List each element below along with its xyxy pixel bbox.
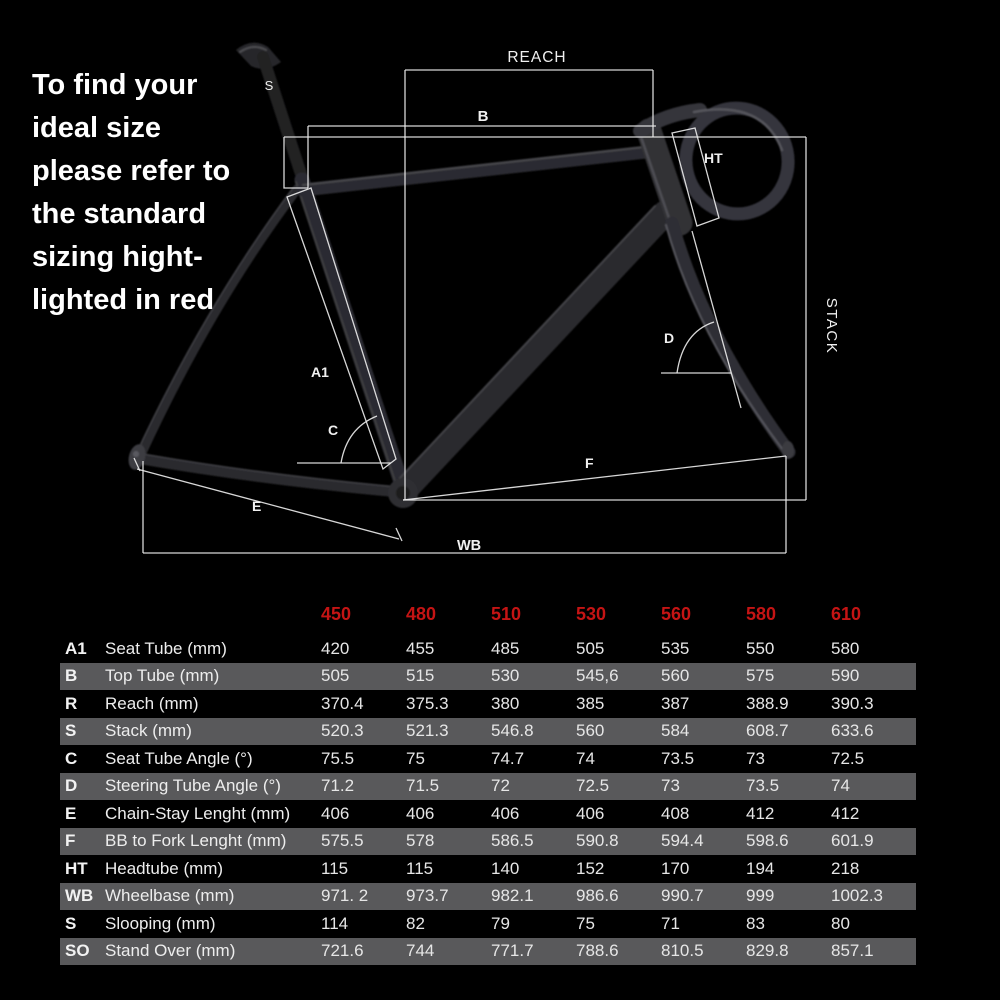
row-code: E: [65, 803, 77, 823]
intro-line: To find your: [32, 69, 198, 101]
size-column-header: 480: [406, 604, 437, 624]
row-code: A1: [65, 638, 87, 658]
row-label: Stack (mm): [105, 721, 192, 741]
chain-stay: [142, 459, 400, 492]
cell-value: 380: [491, 693, 520, 713]
row-code: HT: [65, 858, 88, 878]
label-sloping-s: S: [264, 78, 274, 93]
size-column-header: 450: [321, 604, 352, 624]
table-row: [60, 663, 916, 691]
cell-value: 590: [831, 666, 860, 686]
cell-value: 406: [576, 803, 605, 823]
cell-value: 857.1: [831, 941, 874, 961]
cell-value: 71.5: [406, 776, 440, 796]
label-reach: REACH: [507, 49, 567, 66]
label-steering-angle-d: D: [664, 330, 675, 346]
row-code: S: [65, 913, 77, 933]
table-row: [60, 773, 916, 801]
row-code: SO: [65, 941, 90, 961]
cell-value: 986.6: [576, 886, 619, 906]
cell-value: 73.5: [661, 748, 695, 768]
row-code: B: [65, 666, 78, 686]
row-label: Top Tube (mm): [105, 666, 220, 686]
row-code: S: [65, 721, 77, 741]
cell-value: 72.5: [576, 776, 610, 796]
cell-value: 598.6: [746, 831, 789, 851]
cell-value: 420: [321, 638, 350, 658]
cell-value: 971. 2: [321, 886, 369, 906]
cell-value: 72.5: [831, 748, 865, 768]
cell-value: 521.3: [406, 721, 449, 741]
cell-value: 412: [831, 803, 860, 823]
cell-value: 990.7: [661, 886, 704, 906]
cell-value: 535: [661, 638, 690, 658]
cell-value: 370.4: [321, 693, 364, 713]
cell-value: 575.5: [321, 831, 364, 851]
cell-value: 152: [576, 858, 605, 878]
cell-value: 82: [406, 913, 425, 933]
row-label: Seat Tube Angle (°): [105, 748, 253, 768]
top-tube: [303, 152, 646, 190]
cell-value: 115: [406, 858, 434, 878]
table-row: [60, 883, 916, 911]
row-label: Chain-Stay Lenght (mm): [105, 803, 291, 823]
cell-value: 114: [321, 913, 349, 933]
size-header-row: [60, 598, 916, 631]
label-seat-angle-c: C: [328, 422, 339, 438]
table-row: [60, 938, 916, 966]
cell-value: 73.5: [746, 776, 780, 796]
table-row: [60, 635, 916, 663]
cell-value: 560: [576, 721, 605, 741]
cell-value: 633.6: [831, 721, 874, 741]
cell-value: 115: [321, 858, 349, 878]
seat-tube: [302, 180, 404, 491]
cell-value: 546.8: [491, 721, 534, 741]
cell-value: 505: [321, 666, 350, 686]
cell-value: 586.5: [491, 831, 534, 851]
geometry-table: [60, 598, 916, 965]
bb-to-fork-line: [403, 456, 786, 500]
cell-value: 721.6: [321, 941, 364, 961]
table-row: [60, 828, 916, 856]
cell-value: 406: [491, 803, 520, 823]
cell-value: 485: [491, 638, 520, 658]
cell-value: 455: [406, 638, 435, 658]
label-top-tube-b: B: [477, 108, 489, 125]
label-fork-f: F: [585, 455, 594, 471]
size-column-header: 610: [831, 604, 862, 624]
cell-value: 594.4: [661, 831, 704, 851]
table-row: [60, 718, 916, 746]
cell-value: 74: [831, 776, 850, 796]
row-label: Steering Tube Angle (°): [105, 776, 281, 796]
row-label: Seat Tube (mm): [105, 638, 227, 658]
cell-value: 72: [491, 776, 510, 796]
row-code: F: [65, 831, 76, 851]
cell-value: 744: [406, 941, 435, 961]
cell-value: 218: [831, 858, 860, 878]
label-wheelbase-wb: WB: [457, 538, 482, 554]
cell-value: 406: [406, 803, 435, 823]
cell-value: 982.1: [491, 886, 534, 906]
cell-value: 1002.3: [831, 886, 883, 906]
cell-value: 71.2: [321, 776, 355, 796]
cell-value: 79: [491, 913, 510, 933]
cell-value: 601.9: [831, 831, 874, 851]
cell-value: 73: [746, 748, 765, 768]
intro-line: lighted in red: [32, 284, 215, 316]
cell-value: 580: [831, 638, 860, 658]
size-column-header: 580: [746, 604, 777, 624]
cell-value: 575: [746, 666, 775, 686]
table-row: [60, 690, 916, 718]
row-label: Stand Over (mm): [105, 941, 236, 961]
cell-value: 387: [661, 693, 690, 713]
size-column-header: 530: [576, 604, 607, 624]
cell-value: 520.3: [321, 721, 364, 741]
intro-line: please refer to: [32, 155, 231, 187]
label-seat-tube-a1: A1: [311, 364, 329, 380]
size-column-header: 510: [491, 604, 522, 624]
cell-value: 194: [746, 858, 775, 878]
cell-value: 74.7: [491, 748, 525, 768]
table-row: [60, 800, 916, 828]
cell-value: 80: [831, 913, 850, 933]
intro-line: ideal size: [32, 112, 161, 144]
table-row: [60, 745, 916, 773]
cell-value: 530: [491, 666, 520, 686]
cell-value: 973.7: [406, 886, 449, 906]
intro-line: the standard: [32, 198, 207, 230]
intro-text: [32, 64, 230, 322]
cell-value: 390.3: [831, 693, 874, 713]
cell-value: 71: [661, 913, 680, 933]
down-tube: [408, 213, 665, 487]
cell-value: 385: [576, 693, 605, 713]
size-column-header: 560: [661, 604, 692, 624]
cell-value: 505: [576, 638, 605, 658]
cell-value: 590.8: [576, 831, 619, 851]
table-row: [60, 855, 916, 883]
label-headtube-ht: HT: [704, 150, 723, 166]
intro-line: sizing hight-: [32, 241, 203, 273]
row-code: R: [65, 693, 78, 713]
cell-value: 550: [746, 638, 775, 658]
fork: [672, 223, 789, 452]
row-code: D: [65, 776, 78, 796]
seat-post: [263, 57, 301, 174]
cell-value: 406: [321, 803, 350, 823]
row-code: WB: [65, 886, 94, 906]
label-stack: STACK: [823, 297, 840, 355]
cell-value: 771.7: [491, 941, 534, 961]
row-label: Slooping (mm): [105, 913, 216, 933]
seat-angle-arc: [341, 416, 377, 463]
steerer-axis-line: [692, 231, 741, 408]
cell-value: 608.7: [746, 721, 789, 741]
cell-value: 788.6: [576, 941, 619, 961]
cell-value: 584: [661, 721, 690, 741]
cell-value: 83: [746, 913, 765, 933]
row-code: C: [65, 748, 78, 768]
cell-value: 388.9: [746, 693, 789, 713]
cell-value: 73: [661, 776, 680, 796]
cell-value: 999: [746, 886, 775, 906]
cell-value: 829.8: [746, 941, 789, 961]
cell-value: 375.3: [406, 693, 449, 713]
geometry-table-body: [60, 635, 916, 965]
cell-value: 515: [406, 666, 435, 686]
row-label: BB to Fork Lenght (mm): [105, 831, 287, 851]
table-row: [60, 910, 916, 938]
cell-value: 170: [661, 858, 690, 878]
row-label: Headtube (mm): [105, 858, 224, 878]
cell-value: 560: [661, 666, 690, 686]
cell-value: 75.5: [321, 748, 355, 768]
cell-value: 408: [661, 803, 690, 823]
row-label: Reach (mm): [105, 693, 199, 713]
cell-value: 578: [406, 831, 435, 851]
cell-value: 74: [576, 748, 595, 768]
cell-value: 75: [406, 748, 425, 768]
cell-value: 545,6: [576, 666, 619, 686]
cell-value: 810.5: [661, 941, 704, 961]
row-label: Wheelbase (mm): [105, 886, 235, 906]
cell-value: 75: [576, 913, 595, 933]
label-chainstay-e: E: [252, 498, 262, 514]
cell-value: 140: [491, 858, 520, 878]
cell-value: 412: [746, 803, 775, 823]
